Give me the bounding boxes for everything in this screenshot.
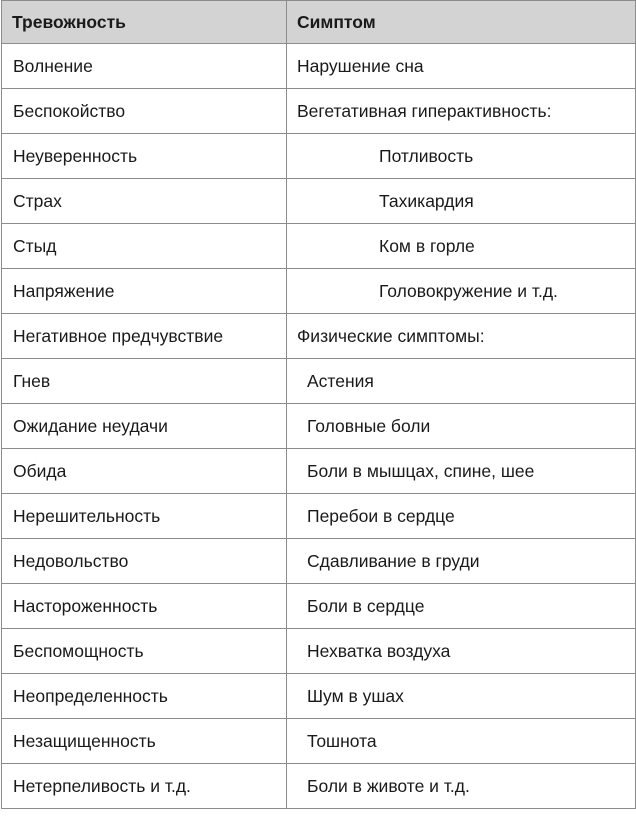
anxiety-cell: Неуверенность <box>2 134 287 179</box>
anxiety-symptom-table <box>1 0 636 809</box>
anxiety-symptom-table-container <box>1 0 635 809</box>
symptom-cell: Тошнота <box>287 719 636 764</box>
table-row <box>2 719 636 764</box>
anxiety-cell: Беспокойство <box>2 89 287 134</box>
symptom-cell: Физические симптомы: <box>287 314 636 359</box>
anxiety-cell: Негативное предчувствие <box>2 314 287 359</box>
column-header-anxiety: Тревожность <box>2 1 287 44</box>
anxiety-cell: Стыд <box>2 224 287 269</box>
anxiety-cell: Неопределенность <box>2 674 287 719</box>
anxiety-cell: Гнев <box>2 359 287 404</box>
table-row <box>2 539 636 584</box>
table-row <box>2 269 636 314</box>
anxiety-cell: Напряжение <box>2 269 287 314</box>
symptom-cell: Головокружение и т.д. <box>287 269 636 314</box>
symptom-cell: Вегетативная гиперактивность: <box>287 89 636 134</box>
table-row <box>2 359 636 404</box>
table-row <box>2 674 636 719</box>
symptom-cell: Сдавливание в груди <box>287 539 636 584</box>
symptom-cell: Нарушение сна <box>287 44 636 89</box>
anxiety-cell: Страх <box>2 179 287 224</box>
symptom-cell: Потливость <box>287 134 636 179</box>
anxiety-cell: Недовольство <box>2 539 287 584</box>
anxiety-cell: Нетерпеливость и т.д. <box>2 764 287 809</box>
table-row <box>2 314 636 359</box>
table-row <box>2 764 636 809</box>
symptom-cell: Боли в мышцах, спине, шее <box>287 449 636 494</box>
table-header-row <box>2 1 636 44</box>
symptom-cell: Головные боли <box>287 404 636 449</box>
symptom-cell: Астения <box>287 359 636 404</box>
table-row <box>2 584 636 629</box>
symptom-cell: Перебои в сердце <box>287 494 636 539</box>
anxiety-cell: Волнение <box>2 44 287 89</box>
table-row <box>2 179 636 224</box>
table-row <box>2 89 636 134</box>
table-row <box>2 224 636 269</box>
table-body <box>2 44 636 809</box>
anxiety-cell: Беспомощность <box>2 629 287 674</box>
table-row <box>2 404 636 449</box>
anxiety-cell: Ожидание неудачи <box>2 404 287 449</box>
symptom-cell: Ком в горле <box>287 224 636 269</box>
symptom-cell: Тахикардия <box>287 179 636 224</box>
symptom-cell: Нехватка воздуха <box>287 629 636 674</box>
anxiety-cell: Нерешительность <box>2 494 287 539</box>
symptom-cell: Боли в животе и т.д. <box>287 764 636 809</box>
anxiety-cell: Обида <box>2 449 287 494</box>
anxiety-cell: Незащищенность <box>2 719 287 764</box>
table-row <box>2 449 636 494</box>
anxiety-cell: Настороженность <box>2 584 287 629</box>
table-row <box>2 44 636 89</box>
symptom-cell: Шум в ушах <box>287 674 636 719</box>
table-row <box>2 629 636 674</box>
column-header-symptom: Симптом <box>287 1 636 44</box>
table-row <box>2 494 636 539</box>
table-row <box>2 134 636 179</box>
symptom-cell: Боли в сердце <box>287 584 636 629</box>
